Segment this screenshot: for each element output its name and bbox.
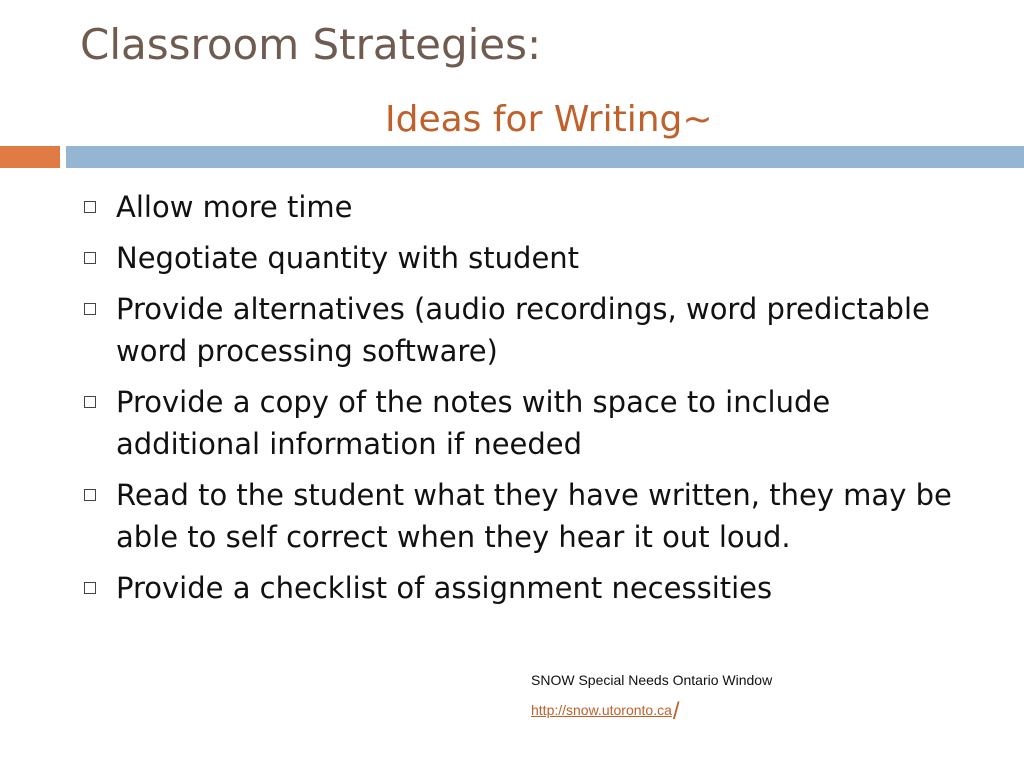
bullet-text: Negotiate quantity with student — [116, 241, 580, 275]
bullet-item — [80, 474, 960, 558]
square-bullet-icon — [84, 489, 96, 501]
source-link-container — [531, 698, 680, 726]
bullet-text: Provide a copy of the notes with space to include additional information if needed — [116, 385, 831, 461]
bullet-text: Provide alternatives (audio recordings, word predictable word processing software) — [116, 292, 930, 368]
square-bullet-icon — [84, 252, 96, 264]
bullet-list — [80, 186, 960, 618]
accent-bar-orange — [0, 146, 60, 168]
bullet-item — [80, 567, 960, 609]
slide-subtitle: Ideas for Writing~ — [385, 99, 713, 140]
source-link-slash[interactable]: / — [672, 698, 680, 725]
square-bullet-icon — [84, 396, 96, 408]
bullet-item — [80, 288, 960, 372]
bullet-item — [80, 381, 960, 465]
square-bullet-icon — [84, 582, 96, 594]
accent-bar-blue — [66, 146, 1024, 168]
bullet-item — [80, 186, 960, 228]
bullet-item — [80, 237, 960, 279]
square-bullet-icon — [84, 201, 96, 213]
bullet-text: Provide a checklist of assignment necessities — [116, 571, 773, 605]
slide-title: Classroom Strategies: — [80, 20, 542, 69]
bullet-text: Allow more time — [116, 190, 353, 224]
square-bullet-icon — [84, 303, 96, 315]
bullet-text: Read to the student what they have written, they may be able to self correct when they hear it out loud. — [116, 478, 952, 554]
source-credit: SNOW Special Needs Ontario Window — [531, 672, 773, 688]
source-link[interactable]: http://snow.utoronto.ca — [531, 702, 672, 718]
